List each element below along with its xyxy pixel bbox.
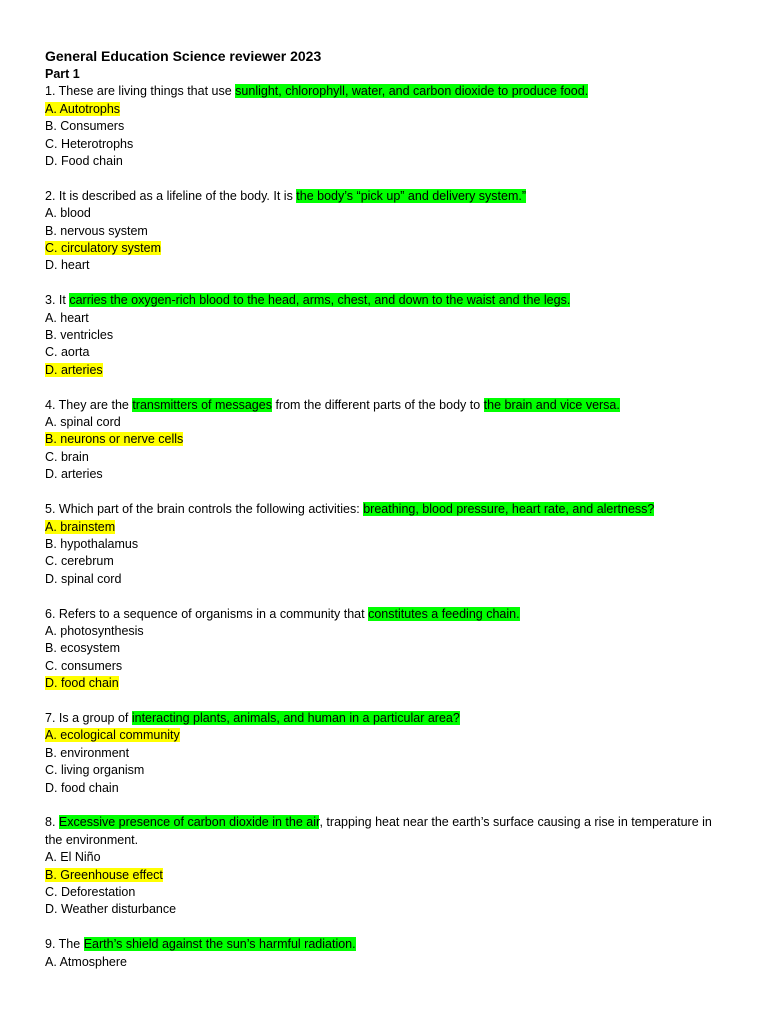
stem-text: 4. They are the: [45, 397, 133, 412]
highlighted-text: Earth’s shield against the sun’s harmful radiation.: [83, 937, 356, 952]
correct-answer-text: C. circulatory system: [45, 241, 161, 256]
question-list: [45, 83, 728, 971]
stem-text: , trapping heat near the earth’s surface causing a rise in temperature in the environment.: [45, 815, 712, 847]
answer-option: [45, 344, 728, 361]
question-stem: [45, 188, 728, 205]
answer-option: [45, 519, 728, 536]
option-text: D. Weather disturbance: [45, 902, 177, 917]
highlighted-text: transmitters of messages: [132, 397, 272, 412]
option-text: D. spinal cord: [45, 571, 122, 586]
question-block: [45, 83, 728, 170]
answer-option: [45, 362, 728, 379]
option-text: D. food chain: [45, 780, 119, 795]
question-block: [45, 710, 728, 797]
stem-text: 2. It is described as a lifeline of the body. It is: [45, 188, 297, 203]
option-text: C. Heterotrophs: [45, 136, 134, 151]
question-stem: [45, 710, 728, 727]
option-text: A. spinal cord: [45, 415, 121, 430]
answer-option: [45, 658, 728, 675]
question-stem: [45, 606, 728, 623]
option-text: A. heart: [45, 310, 89, 325]
answer-option: [45, 849, 728, 866]
question-stem: [45, 397, 728, 414]
question-block: [45, 188, 728, 275]
stem-text: 9. The: [45, 937, 84, 952]
option-text: B. environment: [45, 745, 130, 760]
answer-option: [45, 466, 728, 483]
answer-option: [45, 762, 728, 779]
answer-option: [45, 223, 728, 240]
stem-text: 3. It: [45, 293, 70, 308]
answer-option: [45, 536, 728, 553]
stem-text: 8.: [45, 815, 59, 830]
answer-option: [45, 136, 728, 153]
question-block: [45, 292, 728, 379]
answer-option: [45, 118, 728, 135]
answer-option: [45, 431, 728, 448]
answer-option: [45, 449, 728, 466]
answer-option: [45, 205, 728, 222]
option-text: A. blood: [45, 206, 91, 221]
answer-option: [45, 240, 728, 257]
highlighted-text: interacting plants, animals, and human in a particular area?: [131, 710, 460, 725]
answer-option: [45, 727, 728, 744]
answer-option: [45, 327, 728, 344]
question-block: [45, 397, 728, 484]
option-text: D. arteries: [45, 467, 103, 482]
question-block: [45, 814, 728, 918]
stem-text: 6. Refers to a sequence of organisms in a community that: [45, 606, 369, 621]
question-stem: [45, 292, 728, 309]
option-text: C. brain: [45, 449, 89, 464]
question-stem: [45, 814, 728, 849]
answer-option: [45, 310, 728, 327]
correct-answer-text: A. ecological community: [45, 728, 180, 743]
question-stem: [45, 501, 728, 518]
highlighted-text: Excessive presence of carbon dioxide in the air: [58, 815, 320, 830]
answer-option: [45, 640, 728, 657]
highlighted-text: breathing, blood pressure, heart rate, and alertness?: [363, 502, 655, 517]
correct-answer-text: A. brainstem: [45, 519, 116, 534]
highlighted-text: the brain and vice versa.: [483, 397, 620, 412]
answer-option: [45, 623, 728, 640]
question-block: [45, 936, 728, 971]
correct-answer-text: B. Greenhouse effect: [45, 867, 163, 882]
stem-text: 5. Which part of the brain controls the following activities:: [45, 502, 364, 517]
correct-answer-text: A. Autotrophs: [45, 101, 121, 116]
stem-text: 7. Is a group of: [45, 710, 132, 725]
option-text: D. heart: [45, 258, 90, 273]
part-heading: Part 1: [45, 67, 80, 81]
answer-option: [45, 867, 728, 884]
highlighted-text: constitutes a feeding chain.: [368, 606, 520, 621]
answer-option: [45, 257, 728, 274]
option-text: A. Atmosphere: [45, 954, 127, 969]
answer-option: [45, 901, 728, 918]
option-text: A. El Niño: [45, 850, 101, 865]
answer-option: [45, 153, 728, 170]
option-text: B. hypothalamus: [45, 536, 139, 551]
answer-option: [45, 571, 728, 588]
option-text: C. living organism: [45, 763, 145, 778]
answer-option: [45, 745, 728, 762]
highlighted-text: sunlight, chlorophyll, water, and carbon dioxide to produce food.: [235, 84, 589, 99]
correct-answer-text: D. food chain: [45, 676, 119, 691]
stem-text: 1. These are living things that use: [45, 84, 236, 99]
option-text: A. photosynthesis: [45, 623, 144, 638]
question-stem: [45, 936, 728, 953]
correct-answer-text: B. neurons or nerve cells: [45, 432, 184, 447]
option-text: C. cerebrum: [45, 554, 114, 569]
option-text: B. Consumers: [45, 119, 125, 134]
answer-option: [45, 414, 728, 431]
option-text: D. Food chain: [45, 154, 123, 169]
document-title: General Education Science reviewer 2023: [45, 48, 322, 64]
stem-text: from the different parts of the body to: [271, 397, 484, 412]
answer-option: [45, 780, 728, 797]
option-text: B. ventricles: [45, 328, 114, 343]
option-text: C. Deforestation: [45, 884, 136, 899]
answer-option: [45, 954, 728, 971]
answer-option: [45, 884, 728, 901]
highlighted-text: the body’s “pick up” and delivery system.”: [296, 188, 527, 203]
option-text: C. aorta: [45, 345, 90, 360]
option-text: C. consumers: [45, 658, 123, 673]
answer-option: [45, 101, 728, 118]
correct-answer-text: D. arteries: [45, 362, 103, 377]
question-block: [45, 606, 728, 693]
answer-option: [45, 675, 728, 692]
option-text: B. ecosystem: [45, 641, 121, 656]
answer-option: [45, 553, 728, 570]
highlighted-text: carries the oxygen-rich blood to the head, arms, chest, and down to the waist and the legs.: [69, 293, 571, 308]
question-stem: [45, 83, 728, 100]
option-text: B. nervous system: [45, 223, 148, 238]
question-block: [45, 501, 728, 588]
